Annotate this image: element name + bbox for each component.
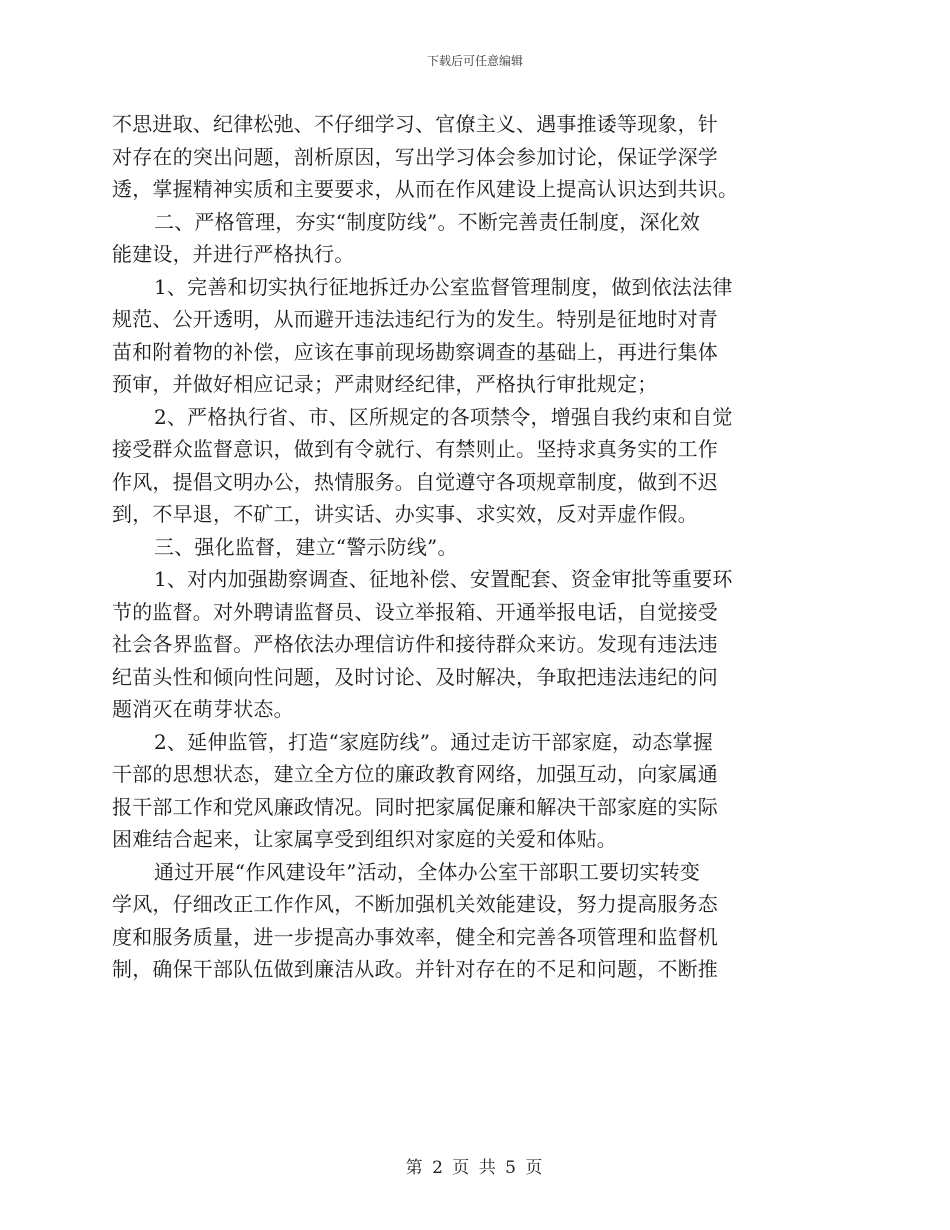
- text-line: 不思进取、纪律松弛、不仔细学习、官僚主义、遇事推诿等现象，针: [112, 112, 718, 136]
- text-line: 作风，提倡文明办公，热情服务。自觉遵守各项规章制度，做到不迟: [112, 469, 718, 494]
- text-line: 透，掌握精神实质和主要要求，从而在作风建设上提高认识达到共识。: [112, 177, 739, 201]
- text-line: 三、强化监督，建立“警示防线”。: [154, 534, 458, 559]
- page-number-footer: 第 2 页 共 5 页: [405, 1158, 545, 1178]
- page-header-note: 下载后可任意编辑: [426, 54, 523, 68]
- text-line: 二、严格管理，夯实“制度防线”。不断完善责任制度，深化效: [154, 209, 701, 234]
- paragraph: [112, 401, 836, 531]
- text-line: 通过开展“作风建设年”活动，全体办公室干部职工要切实转变: [154, 859, 701, 884]
- text-line: 能建设，并进行严格执行。: [112, 242, 355, 266]
- paragraph: [112, 563, 836, 726]
- text-line: 社会各界监督。严格依法办理信访件和接待群众来访。发现有违法违: [112, 632, 718, 656]
- text-line: 报干部工作和党风廉政情况。同时把家属促廉和解决干部家庭的实际: [112, 794, 718, 819]
- text-line: 预审，并做好相应记录；严肃财经纪律，严格执行审批规定；: [112, 372, 658, 396]
- text-line: 2、延伸监管，打造“家庭防线”。通过走访干部家庭，动态掌握: [154, 729, 713, 754]
- text-line: 对存在的突出问题，剖析原因，写出学习体会参加讨论，保证学深学: [112, 144, 718, 169]
- paragraph: [112, 108, 836, 206]
- section-heading-paragraph: [112, 531, 836, 564]
- text-line: 规范、公开透明，从而避开违法违纪行为的发生。特别是征地时对青: [112, 307, 718, 331]
- text-line: 2、严格执行省、市、区所规定的各项禁令，增强自我约束和自觉: [154, 404, 733, 429]
- text-line: 制，确保干部队伍做到廉洁从政。并针对存在的不足和问题，不断推: [112, 957, 718, 981]
- text-line: 接受群众监督意识，做到有令就行、有禁则止。坚持求真务实的工作: [112, 437, 718, 461]
- text-line: 学风，仔细改正工作作风，不断加强机关效能建设，努力提高服务态: [112, 892, 718, 916]
- text-line: 节的监督。对外聘请监督员、设立举报箱、开通举报电话，自觉接受: [112, 599, 718, 624]
- paragraph: [112, 726, 836, 856]
- paragraph: [112, 271, 836, 401]
- text-line: 1、完善和切实执行征地拆迁办公室监督管理制度，做到依法法律: [154, 274, 733, 299]
- text-line: 纪苗头性和倾向性问题，及时讨论、及时解决，争取把违法违纪的问: [112, 664, 718, 689]
- text-line: 1、对内加强勘察调查、征地补偿、安置配套、资金审批等重要环: [154, 567, 733, 591]
- text-line: 度和服务质量，进一步提高办事效率，健全和完善各项管理和监督机: [112, 924, 718, 949]
- text-line: 题消灭在萌芽状态。: [112, 697, 294, 721]
- text-line: 到，不早退，不矿工，讲实话、办实事、求实效，反对弄虚作假。: [112, 502, 698, 526]
- text-line: 困难结合起来，让家属享受到组织对家庭的关爱和体贴。: [112, 827, 617, 851]
- text-line: 干部的思想状态，建立全方位的廉政教育网络，加强互动，向家属通: [112, 762, 718, 786]
- section-heading-paragraph: [112, 206, 836, 271]
- document-body: [112, 108, 836, 986]
- paragraph: [112, 856, 836, 986]
- text-line: 苗和附着物的补偿，应该在事前现场勘察调查的基础上，再进行集体: [112, 339, 718, 364]
